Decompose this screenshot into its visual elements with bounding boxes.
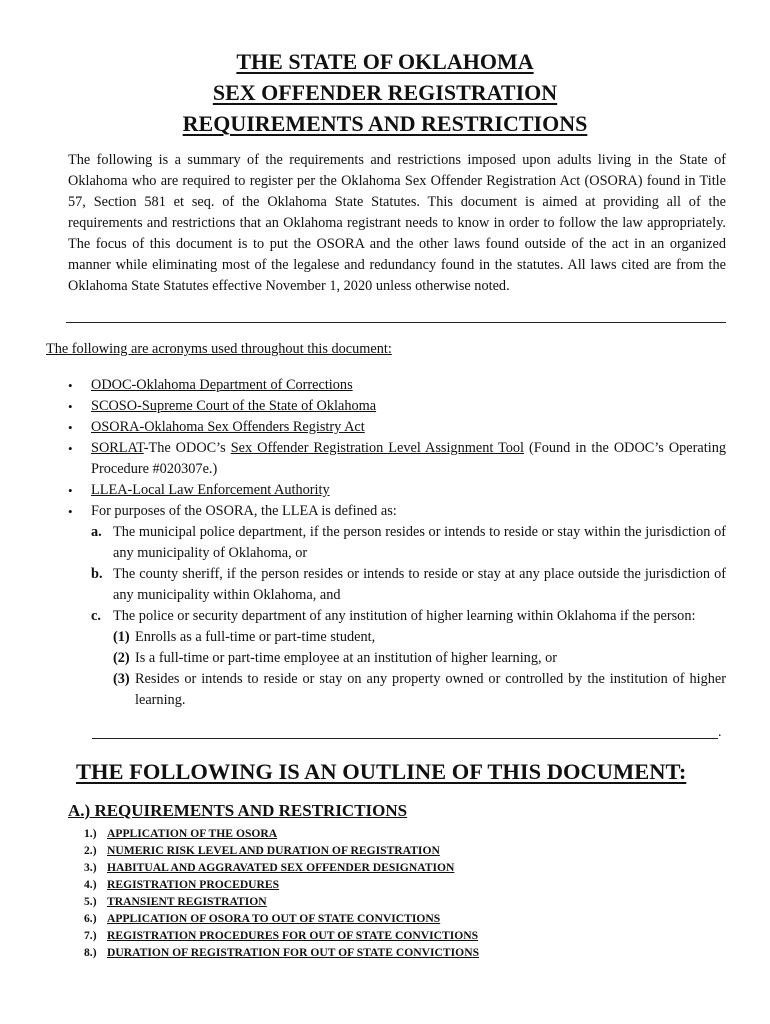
acronym-item-sorlat [68,438,726,480]
llea-definition-intro: For purposes of the OSORA, the LLEA is defined as: [91,503,397,519]
llea-definition-c-3: (3) Resides or intends to reside or stay on any property owned or controlled by the institution of higher learning. [113,671,726,708]
sorlat-abbr: SORLAT [91,440,144,456]
outline-item: 5.) TRANSIENT REGISTRATION [84,895,267,908]
llea-definition-c: c. The police or security department of any institution of higher learning within Oklahoma if the person: (1) Enrolls as a full-time or part-time student, (2) Is a full-time or part-time employee at an institution of higher learning, or (3) Resides or intends to reside or stay on any property owned or controlled by the institution of higher learning. [91,606,726,711]
outline-item: 6.) APPLICATION OF OSORA TO OUT OF STATE CONVICTIONS [84,912,441,925]
acronyms-list [68,375,726,711]
outline-item: 4.) REGISTRATION PROCEDURES [84,878,280,891]
sorlat-tool-name: Sex Offender Registration Level Assignment Tool [230,440,525,456]
outline-item: 1.) APPLICATION OF THE OSORA [84,827,278,840]
sorlat-mid: -The ODOC’s [143,440,231,456]
intro-paragraph: The following is a summary of the requirements and restrictions imposed upon adults living in the State of Oklahoma who are required to register per the Oklahoma Sex Offender Registration Act (OSORA) found in Title 57, Section 581 et seq. of the Oklahoma State Statutes. This document is aimed at providing all of the requirements and restrictions that an Oklahoma registrant needs to know in order to follow the law appropriately. The focus of this document is to put the OSORA and the other laws found outside of the act in an organized manner while eliminating most of the legalese and redundancy found in the statutes. All laws cited are from the Oklahoma State Statutes effective November 1, 2020 unless otherwise noted. [68,152,726,294]
llea-definition-b: b. The county sheriff, if the person resides or intends to reside or stay at any place outside the jurisdiction of any municipality within Oklahoma, and [91,566,726,603]
horizontal-rule [66,322,726,323]
horizontal-rule [92,738,718,739]
acronym-item-odoc: • ODOC-Oklahoma Department of Corrections [68,375,726,396]
outline-item: 2.) NUMERIC RISK LEVEL AND DURATION OF REGISTRATION [84,844,440,857]
llea-definition-c-sublist [113,627,726,711]
llea-definition-c-2: (2) Is a full-time or part-time employee at an institution of higher learning, or [113,650,558,666]
sorlat-rest: (Found in the ODOC’s Operating Procedure #020307e.) [91,440,727,477]
outline-heading: THE FOLLOWING IS AN OUTLINE OF THIS DOCUMENT: [76,759,687,784]
outline-item: 7.) REGISTRATION PROCEDURES FOR OUT OF STATE CONVICTIONS [84,929,479,942]
outline-list [84,825,479,961]
title-line-1: THE STATE OF OKLAHOMA [236,49,534,74]
llea-definition-list [91,522,726,711]
acronym-item-llea: • LLEA-Local Law Enforcement Authority [68,480,726,501]
acronyms-heading: The following are acronyms used throughout this document: [46,341,392,357]
outline-item: 8.) DURATION OF REGISTRATION FOR OUT OF STATE CONVICTIONS [84,946,480,959]
rule-end-period: . [718,725,722,740]
title-line-3: REQUIREMENTS AND RESTRICTIONS [182,111,588,136]
acronym-item-osora: • OSORA-Oklahoma Sex Offenders Registry Act [68,417,726,438]
outline-item: 3.) HABITUAL AND AGGRAVATED SEX OFFENDER DESIGNATION [84,861,455,874]
title-line-2: SEX OFFENDER REGISTRATION [212,80,558,105]
llea-definition-a: a. The municipal police department, if the person resides or intends to reside or stay within the jurisdiction of any municipality of Oklahoma, or [91,524,726,561]
llea-definition [68,501,726,711]
llea-definition-c-1: (1) Enrolls as a full-time or part-time student, [113,629,376,645]
section-a-heading: A.) REQUIREMENTS AND RESTRICTIONS [68,801,408,820]
acronym-item-scoso: • SCOSO-Supreme Court of the State of Oklahoma [68,396,726,417]
